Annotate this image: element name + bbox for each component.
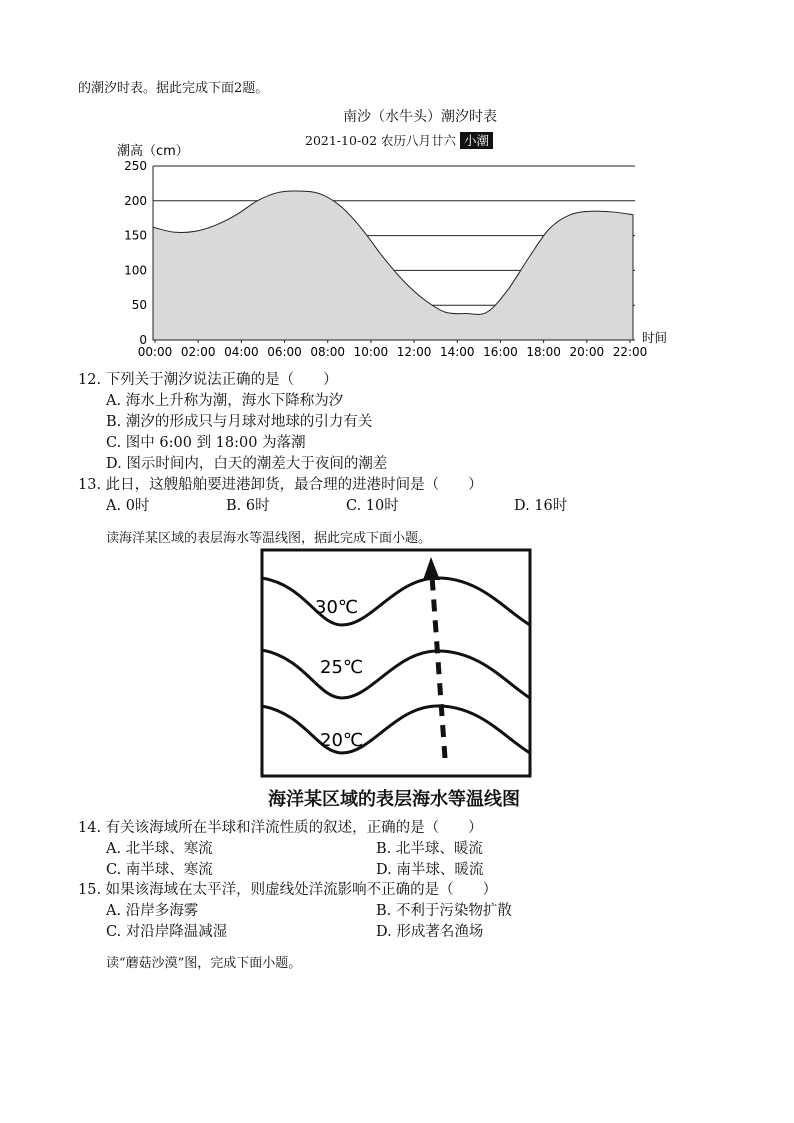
q14-stem: 14. 有关该海域所在半球和洋流性质的叙述，正确的是（ ） xyxy=(78,820,483,836)
isotherm-label-25: 25℃ xyxy=(320,657,364,678)
q15-stem: 15. 如果该海域在太平洋，则虚线处洋流影响不正确的是（ ） xyxy=(78,882,498,898)
intro2-text: 读海洋某区域的表层海水等温线图，据此完成下面小题。 xyxy=(106,531,432,546)
q13-stem: 13. 此日，这艘船舶要进港卸货，最合理的进港时间是（ ） xyxy=(78,477,483,493)
q13-option-c[interactable]: C. 10时 xyxy=(346,498,399,514)
q12-option-a[interactable]: A. 海水上升称为潮，海水下降称为汐 xyxy=(106,393,344,409)
y-tick-label: 0 xyxy=(139,333,147,347)
q12-option-b[interactable]: B. 潮汐的形成只与月球对地球的引力有关 xyxy=(106,414,373,430)
q13-option-a[interactable]: A. 0时 xyxy=(106,498,150,514)
x-tick-label: 16:00 xyxy=(483,345,518,359)
q15-option-a[interactable]: A. 沿岸多海雾 xyxy=(106,903,199,919)
chart-title: 南沙（水牛头）潮汐时表 xyxy=(343,109,497,125)
q12-stem: 12. 下列关于潮汐说法正确的是（ ） xyxy=(78,372,338,388)
x-tick-label: 00:00 xyxy=(137,345,173,359)
isotherm-frame xyxy=(262,550,530,776)
intro-text: 的潮汐时表。据此完成下面2题。 xyxy=(78,81,269,96)
q13-option-b[interactable]: B. 6时 xyxy=(226,498,270,514)
q15-option-c[interactable]: C. 对沿岸降温减湿 xyxy=(106,924,228,940)
x-tick-label: 14:00 xyxy=(439,345,475,359)
chart-ylabel: 潮高（cm） xyxy=(117,144,189,159)
tide-badge: 小潮 xyxy=(460,132,493,149)
isotherm-label-20: 20℃ xyxy=(320,730,364,751)
x-tick-label: 22:00 xyxy=(612,345,648,359)
q14-option-a[interactable]: A. 北半球、寒流 xyxy=(106,841,213,857)
q14-option-c[interactable]: C. 南半球、寒流 xyxy=(106,862,213,878)
q12-option-d[interactable]: D. 图示时间内，白天的潮差大于夜间的潮差 xyxy=(106,456,388,472)
chart-subtitle: 2021-10-02 农历八月廿六 xyxy=(305,133,457,148)
y-tick-label: 150 xyxy=(124,228,147,243)
chart-xlabel: 时间 xyxy=(642,330,668,345)
x-tick-label: 06:00 xyxy=(267,345,302,359)
x-tick-label: 02:00 xyxy=(180,345,216,359)
q14-option-d[interactable]: D. 南半球、暖流 xyxy=(376,862,484,878)
q12-option-c[interactable]: C. 图中 6:00 到 18:00 为落潮 xyxy=(106,435,306,451)
isotherm-caption: 海洋某区域的表层海水等温线图 xyxy=(268,789,520,810)
x-tick-label: 20:00 xyxy=(569,345,605,359)
q15-option-d[interactable]: D. 形成著名渔场 xyxy=(376,924,484,940)
x-tick-label: 10:00 xyxy=(353,345,389,359)
q14-option-b[interactable]: B. 北半球、暖流 xyxy=(376,841,483,857)
x-tick-label: 18:00 xyxy=(526,345,561,359)
y-tick-label: 250 xyxy=(124,159,147,173)
y-tick-label: 100 xyxy=(124,263,147,278)
x-tick-label: 08:00 xyxy=(310,345,346,359)
y-tick-label: 200 xyxy=(124,193,147,208)
q13-option-d[interactable]: D. 16时 xyxy=(514,498,568,514)
y-tick-label: 50 xyxy=(131,298,147,313)
outro-text: 读“蘑菇沙漠”图，完成下面小题。 xyxy=(106,956,302,971)
x-tick-label: 12:00 xyxy=(396,345,432,359)
q15-option-b[interactable]: B. 不利于污染物扩散 xyxy=(376,903,512,919)
x-tick-label: 04:00 xyxy=(224,345,259,359)
isotherm-label-30: 30℃ xyxy=(315,597,359,618)
